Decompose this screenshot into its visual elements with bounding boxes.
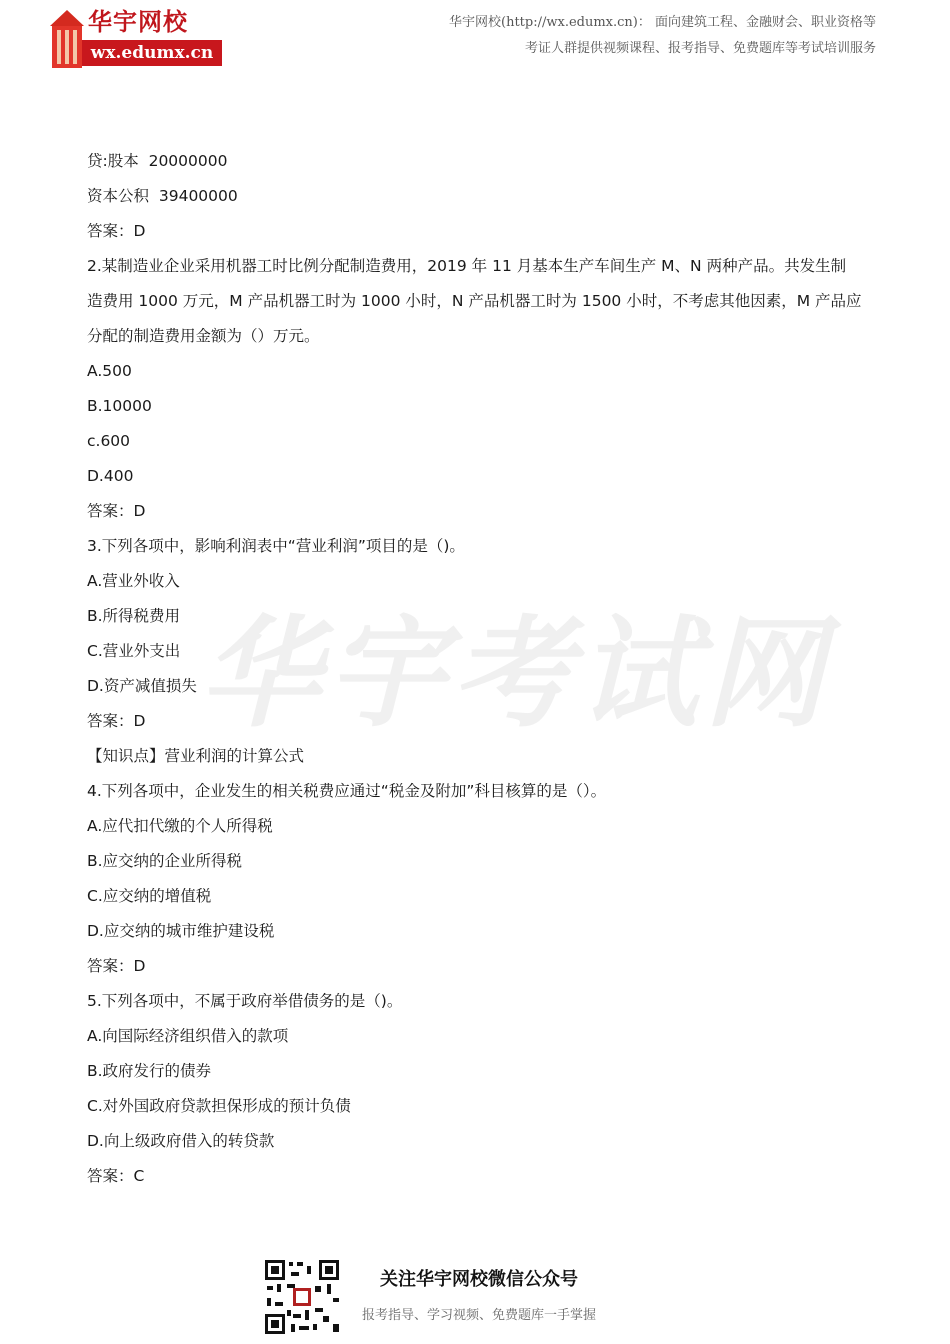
option-line: A.向国际经济组织借入的款项 [87,1027,289,1045]
option-line: D.应交纳的城市维护建设税 [87,922,275,940]
question-line: 5.下列各项中，不属于政府举借债务的是（)。 [87,992,403,1010]
answer-line: 答案：D [87,502,146,520]
answer-line: 答案：D [87,222,146,240]
option-line: C.营业外支出 [87,642,181,660]
answer-line: 答案：D [87,712,146,730]
document-body [87,144,867,1194]
knowledge-point-line: 【知识点】营业利润的计算公式 [87,747,305,765]
logo-domain: wx.edumx.cn [82,40,222,66]
page-footer [0,1250,950,1344]
option-line: D.400 [87,467,134,485]
pencil-logo-icon [50,10,84,70]
page-header [0,0,950,80]
logo-name: 华宇网校 [88,7,188,36]
option-line: A.营业外收入 [87,572,180,590]
option-line: B.应交纳的企业所得税 [87,852,243,870]
text-line: 资本公积 39400000 [87,187,238,205]
header-line-1: 华宇网校(http://wx.edumx.cn)： 面向建筑工程、金融财会、职业资格等 [449,15,876,30]
option-line: B.政府发行的债券 [87,1062,212,1080]
watermark: 华宇考试网 [200,605,830,744]
option-line: D.资产减值损失 [87,677,197,695]
question-line: 2.某制造业企业采用机器工时比例分配制造费用，2019 年 11 月基本生产车间生产 M、N 两种产品。共发生制 [87,257,847,275]
option-line: c.600 [87,432,131,450]
header-description [356,10,876,62]
question-line: 3.下列各项中，影响利润表中“营业利润”项目的是（)。 [87,537,465,555]
answer-line: 答案：D [87,957,146,975]
text-line: 贷:股本 20000000 [87,152,228,170]
option-line: B.所得税费用 [87,607,181,625]
question-line: 造费用 1000 万元，M 产品机器工时为 1000 小时，N 产品机器工时为 1500 小时，不考虑其他因素，M 产品应 [87,292,862,310]
option-line: A.应代扣代缴的个人所得税 [87,817,273,835]
footer-title: 关注华宇网校微信公众号 [380,1269,578,1290]
site-logo[interactable] [50,8,222,70]
option-line: C.对外国政府贷款担保形成的预计负债 [87,1097,351,1115]
option-line: B.10000 [87,397,152,415]
option-line: C.应交纳的增值税 [87,887,212,905]
question-line: 4.下列各项中，企业发生的相关税费应通过“税金及附加”科目核算的是（）。 [87,782,607,800]
answer-line: 答案：C [87,1167,145,1185]
footer-subtitle: 报考指导、学习视频、免费题库一手掌握 [362,1308,597,1323]
qr-code-icon[interactable] [263,1258,341,1336]
question-line: 分配的制造费用金额为（）万元。 [87,327,320,345]
option-line: A.500 [87,362,132,380]
header-line-2: 考证人群提供视频课程、报考指导、免费题库等考试培训服务 [524,41,876,56]
option-line: D.向上级政府借入的转贷款 [87,1132,275,1150]
